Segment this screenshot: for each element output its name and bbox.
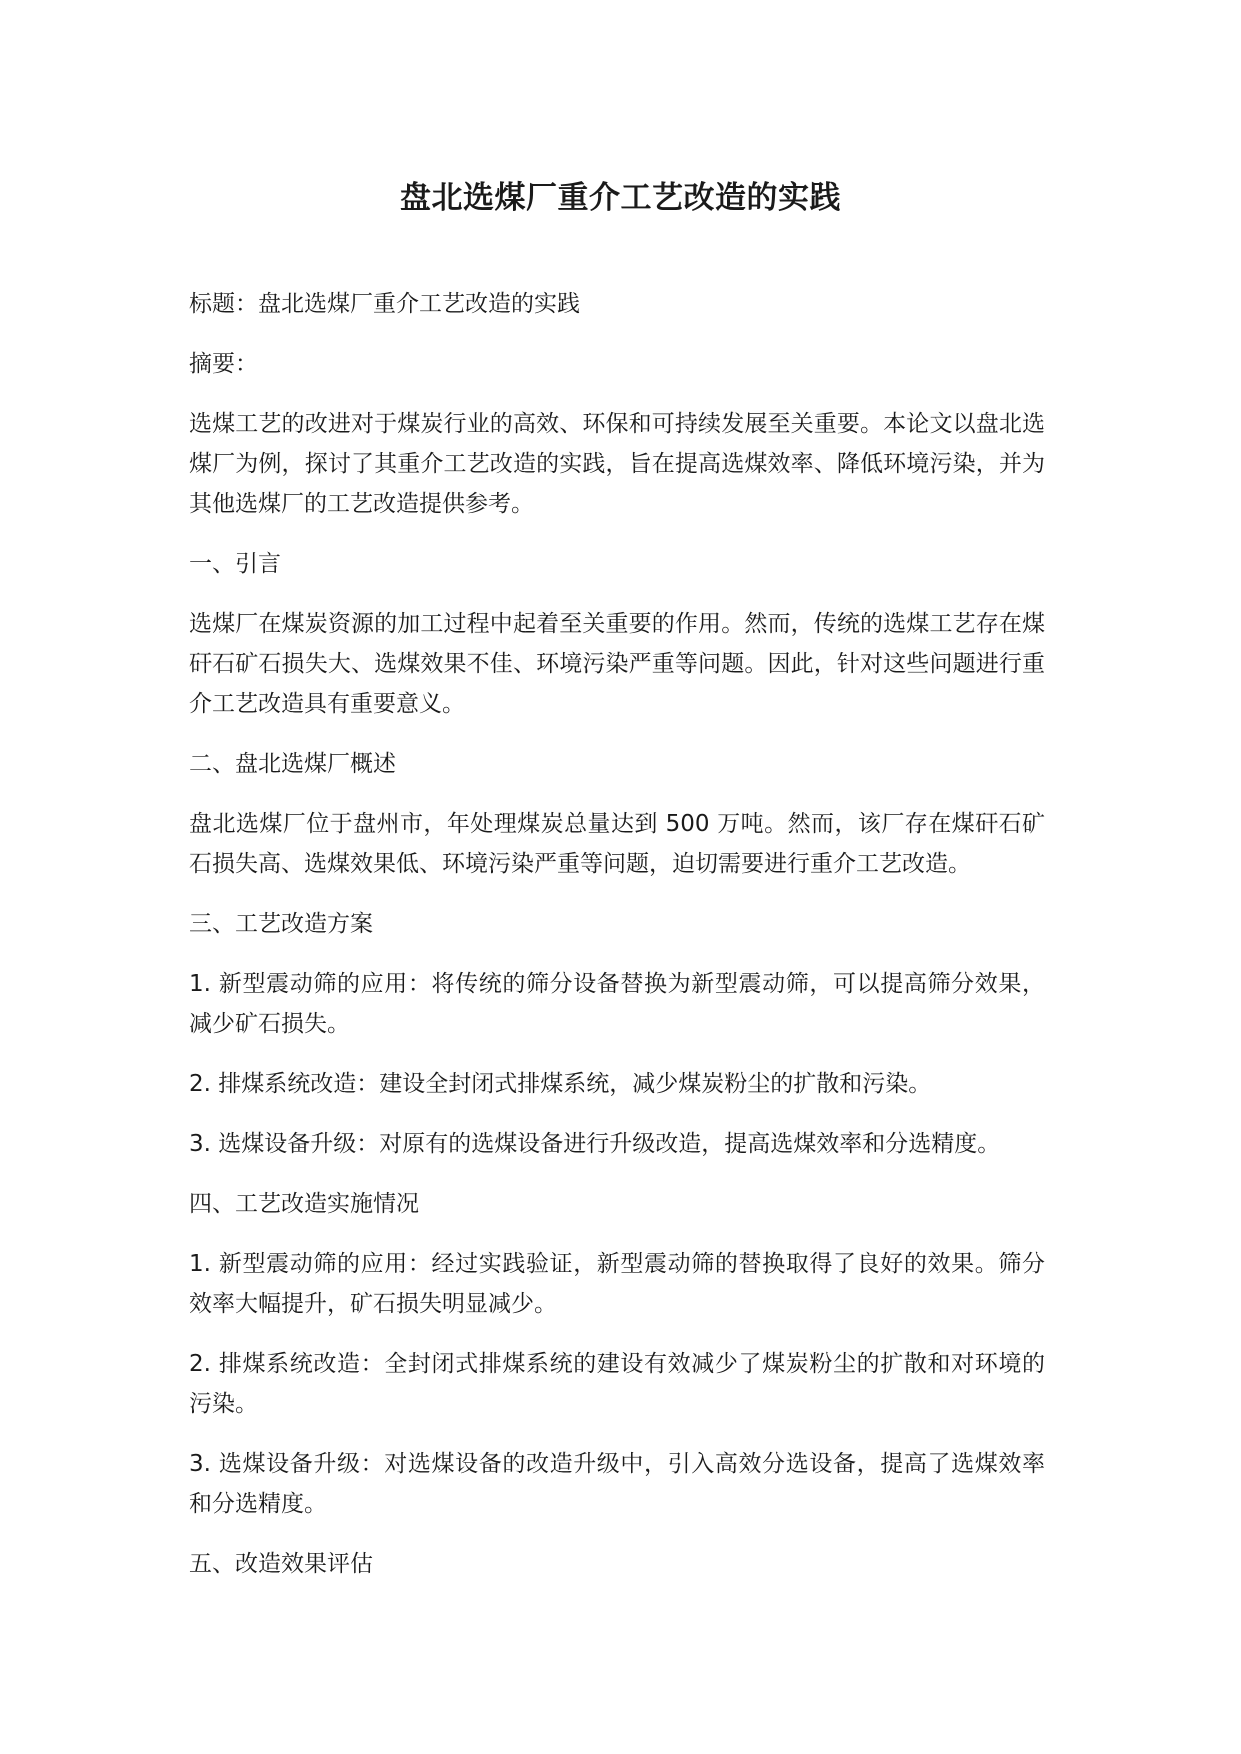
section-heading-plan: 三、工艺改造方案 bbox=[189, 911, 373, 937]
section-text-overview: 盘北选煤厂位于盘州市，年处理煤炭总量达到 500 万吨。然而，该厂存在煤矸石矿石损失高、选煤效果低、环境污染严重等问题，迫切需要进行重介工艺改造。 bbox=[189, 811, 1045, 877]
section-text-introduction: 选煤厂在煤炭资源的加工过程中起着至关重要的作用。然而，传统的选煤工艺存在煤矸石矿石损失大、选煤效果不佳、环境污染严重等问题。因此，针对这些问题进行重介工艺改造具有重要意义。 bbox=[189, 611, 1045, 717]
section-heading-evaluation: 五、改造效果评估 bbox=[189, 1551, 373, 1577]
abstract-label: 摘要： bbox=[189, 351, 258, 377]
abstract-text: 选煤工艺的改进对于煤炭行业的高效、环保和可持续发展至关重要。本论文以盘北选煤厂为例，探讨了其重介工艺改造的实践，旨在提高选煤效率、降低环境污染，并为其他选煤厂的工艺改造提供参考。 bbox=[189, 411, 1045, 517]
plan-item: 2. 排煤系统改造：建设全封闭式排煤系统，减少煤炭粉尘的扩散和污染。 bbox=[189, 1071, 932, 1097]
plan-item: 1. 新型震动筛的应用：将传统的筛分设备替换为新型震动筛，可以提高筛分效果，减少矿石损失。 bbox=[189, 971, 1045, 1037]
subject-line: 标题：盘北选煤厂重介工艺改造的实践 bbox=[189, 291, 580, 317]
section-heading-implementation: 四、工艺改造实施情况 bbox=[189, 1191, 419, 1217]
document-title: 盘北选煤厂重介工艺改造的实践 bbox=[400, 180, 841, 216]
implementation-item: 2. 排煤系统改造：全封闭式排煤系统的建设有效减少了煤炭粉尘的扩散和对环境的污染。 bbox=[189, 1351, 1045, 1417]
plan-item: 3. 选煤设备升级：对原有的选煤设备进行升级改造，提高选煤效率和分选精度。 bbox=[189, 1131, 1001, 1157]
section-heading-overview: 二、盘北选煤厂概述 bbox=[189, 751, 396, 777]
document-body bbox=[189, 284, 1045, 1604]
section-heading-introduction: 一、引言 bbox=[189, 551, 281, 577]
implementation-item: 3. 选煤设备升级：对选煤设备的改造升级中，引入高效分选设备，提高了选煤效率和分选精度。 bbox=[189, 1451, 1045, 1517]
implementation-item: 1. 新型震动筛的应用：经过实践验证，新型震动筛的替换取得了良好的效果。筛分效率大幅提升，矿石损失明显减少。 bbox=[189, 1251, 1045, 1317]
